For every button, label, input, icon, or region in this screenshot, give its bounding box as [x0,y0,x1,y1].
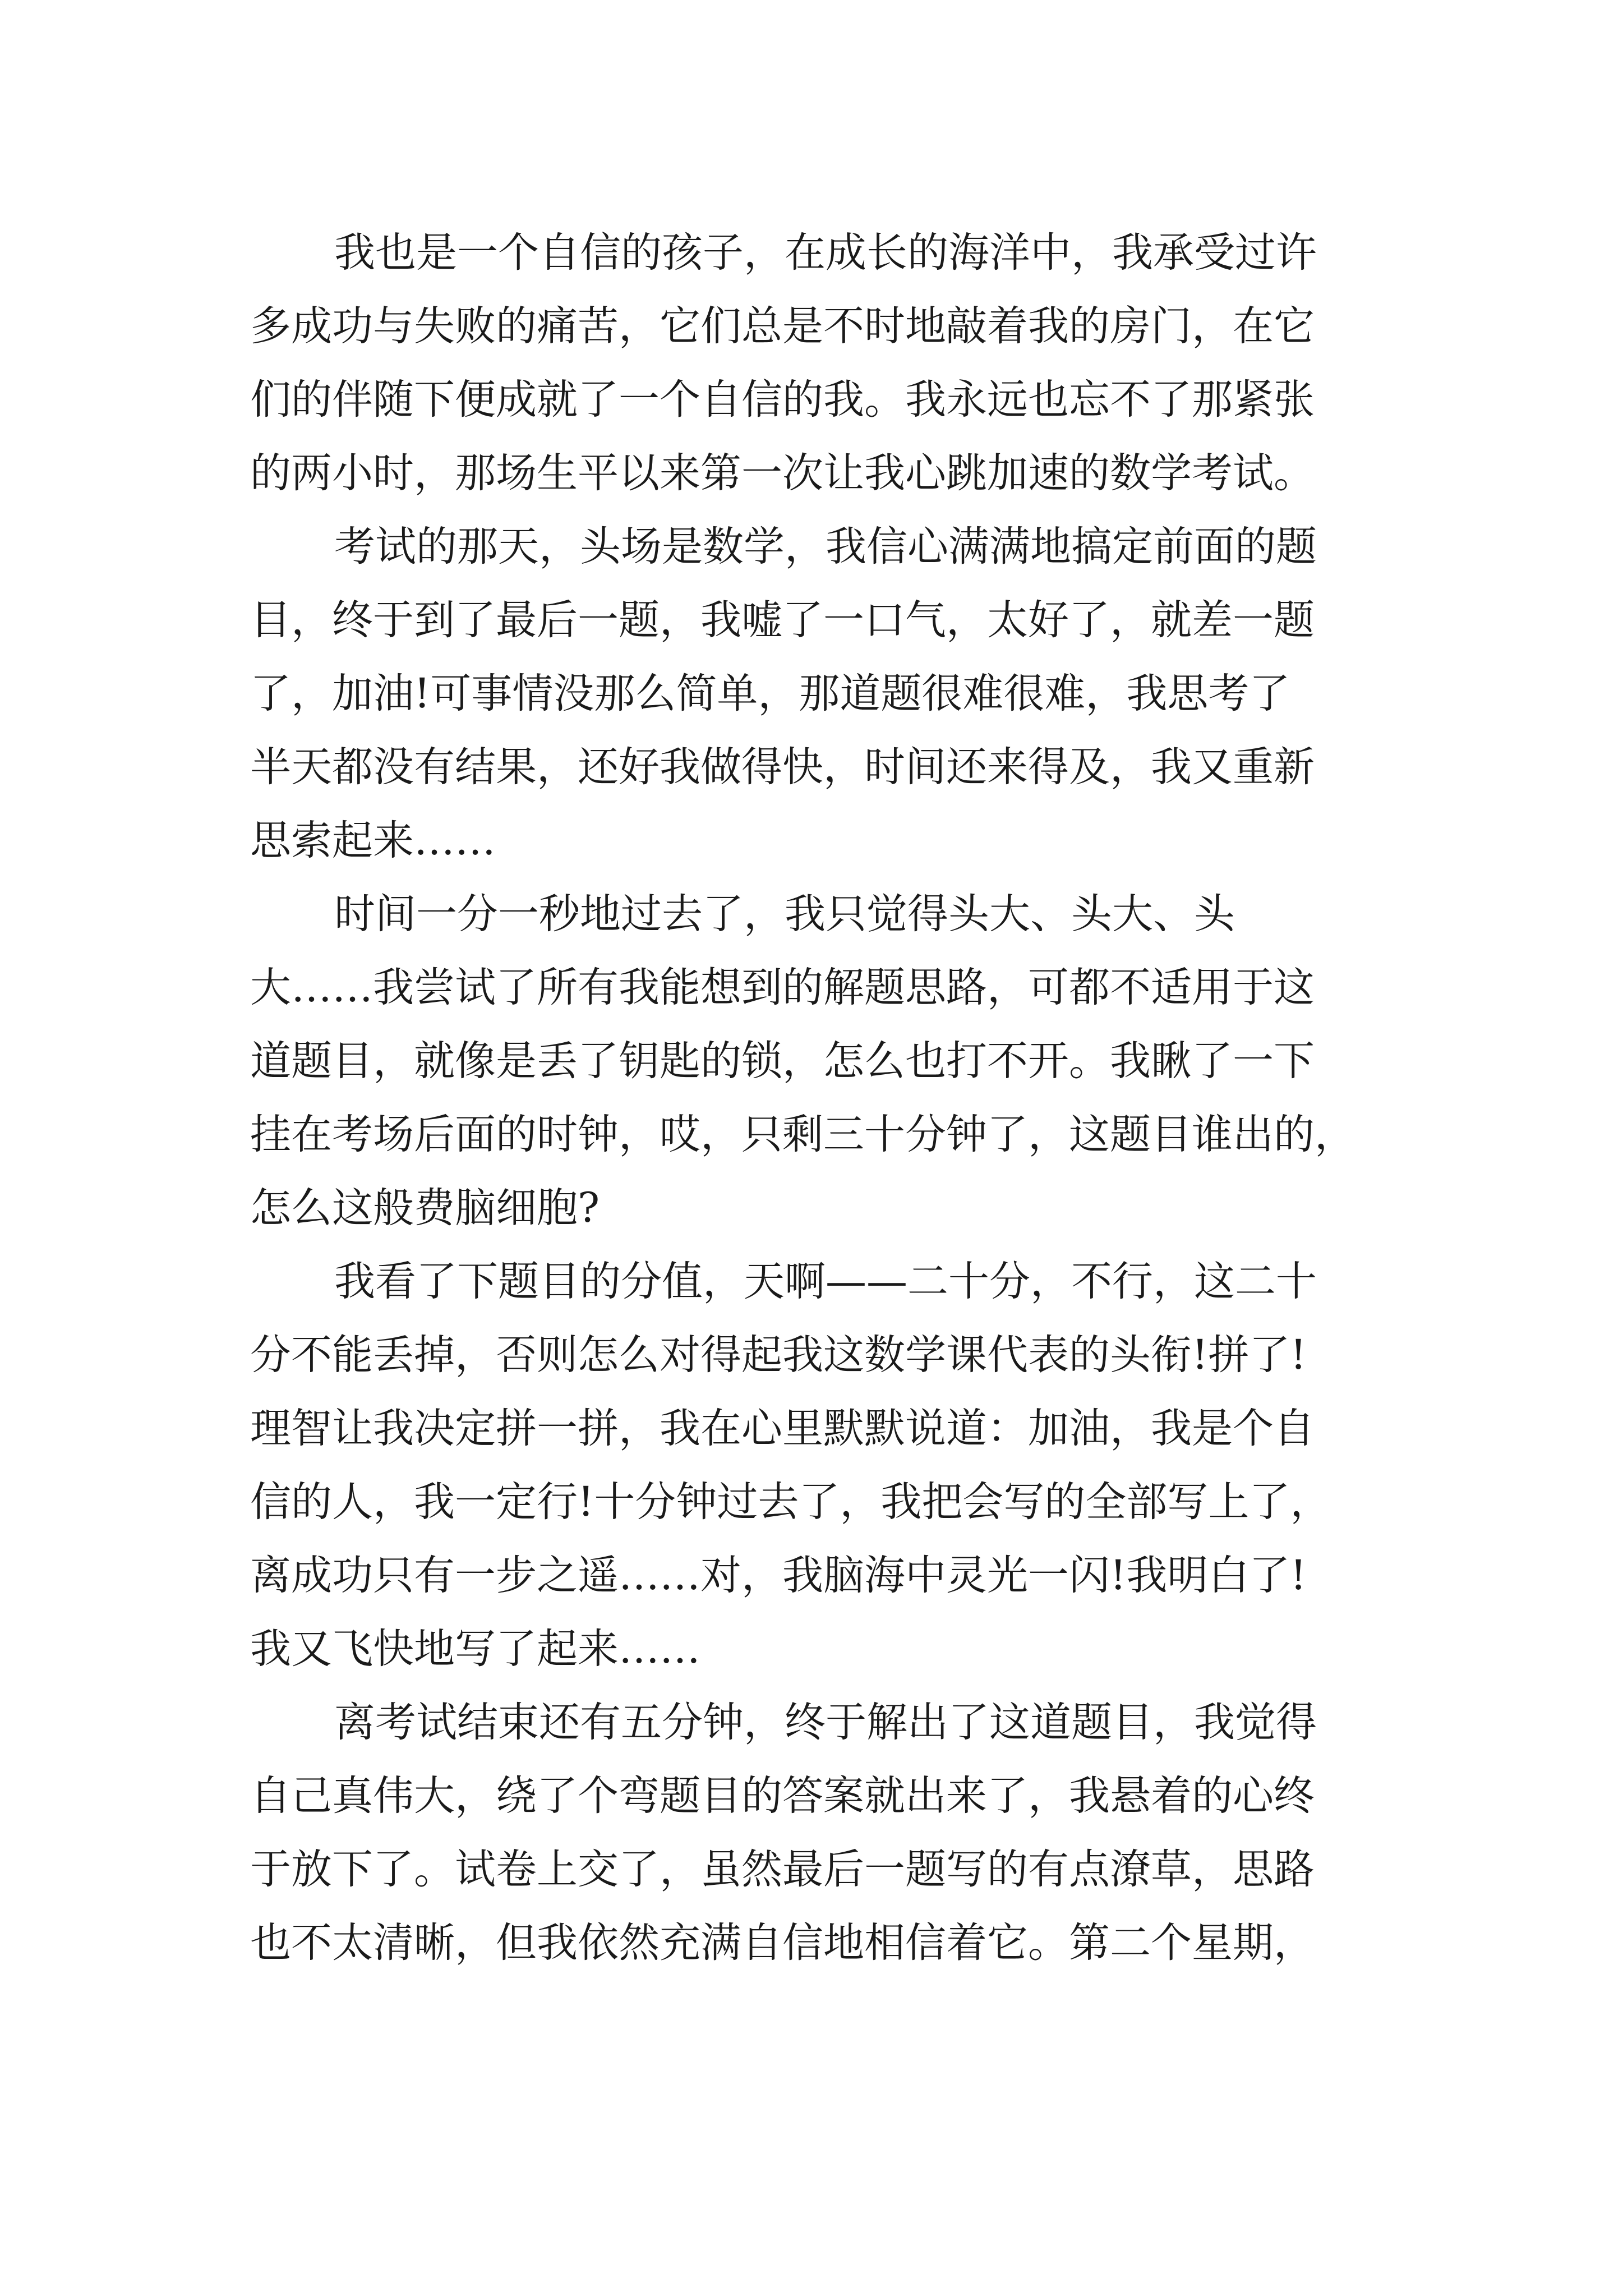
paragraph-3-line-1: 时间一分一秒地过去了，我只觉得头大、头大、头 [334,890,1235,938]
paragraph-1-line-1: 我也是一个自信的孩子，在成长的海洋中，我承受过许 [334,229,1317,277]
paragraph-2-line-1: 考试的那天，头场是数学，我信心满满地搞定前面的题 [334,523,1317,570]
paragraph-4-line-1: 我看了下题目的分值，天啊——二十分，不行，这二十 [334,1258,1317,1305]
paragraph-1-line-2: 多成功与失败的痛苦，它们总是不时地敲着我的房门，在它 [250,302,1315,350]
paragraph-2-line-2: 目，终于到了最后一题，我嘘了一口气，太好了，就差一题 [250,596,1315,644]
paragraph-5-line-1: 离考试结束还有五分钟，终于解出了这道题目，我觉得 [334,1699,1317,1746]
paragraph-3-line-2: 大……我尝试了所有我能想到的解题思路，可都不适用于这 [250,964,1315,1011]
paragraph-3-line-5: 怎么这般费脑细胞? [250,1184,600,1232]
paragraph-5-line-2: 自己真伟大，绕了个弯题目的答案就出来了，我悬着的心终 [250,1772,1315,1820]
paragraph-1-line-3: 们的伴随下便成就了一个自信的我。我永远也忘不了那紧张 [250,376,1315,424]
paragraph-4-line-3: 理智让我决定拼一拼，我在心里默默说道：加油，我是个自 [250,1405,1315,1452]
paragraph-4-line-5: 离成功只有一步之遥……对，我脑海中灵光一闪!我明白了! [250,1552,1307,1599]
paragraph-5-line-4: 也不太清晰，但我依然充满自信地相信着它。第二个星期， [250,1919,1315,1967]
paragraph-2-line-5: 思索起来…… [250,817,496,864]
essay-body [250,216,1383,1980]
paragraph-5-line-3: 于放下了。试卷上交了，虽然最后一题写的有点潦草，思路 [250,1846,1315,1893]
paragraph-3-line-4: 挂在考场后面的时钟，哎，只剩三十分钟了，这题目谁出的， [250,1111,1355,1158]
paragraph-4-line-6: 我又飞快地写了起来…… [250,1625,700,1673]
paragraph-4-line-4: 信的人，我一定行!十分钟过去了，我把会写的全部写上了， [250,1478,1331,1526]
paragraph-1-line-4: 的两小时，那场生平以来第一次让我心跳加速的数学考试。 [250,449,1315,497]
paragraph-3-line-3: 道题目，就像是丢了钥匙的锁，怎么也打不开。我瞅了一下 [250,1037,1315,1085]
paragraph-4-line-2: 分不能丢掉，否则怎么对得起我这数学课代表的头衔!拼了! [250,1331,1307,1379]
paragraph-2-line-3: 了，加油!可事情没那么简单，那道题很难很难，我思考了 [250,670,1290,717]
paragraph-2-line-4: 半天都没有结果，还好我做得快，时间还来得及，我又重新 [250,743,1315,791]
